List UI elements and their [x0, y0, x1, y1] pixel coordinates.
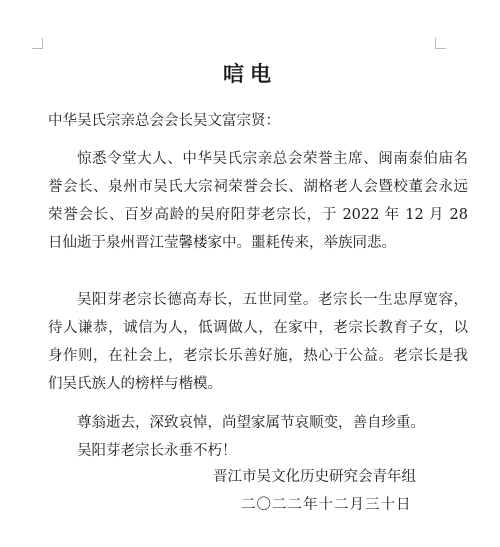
page-corner-mark-top-left — [32, 38, 43, 49]
page-corner-mark-top-right — [435, 38, 446, 49]
condolence-line: 尊翁逝去，深致哀悼，尚望家属节哀顺变，善自珍重。 — [77, 415, 425, 431]
tribute-line: 吴阳芽老宗长永垂不朽！ — [77, 443, 237, 459]
body-paragraph-1: 惊悉令堂大人、中华吴氏宗亲总会荣誉主席、闽南泰伯庙名誉会长、泉州市吴氏大宗祠荣誉会长、湖格老人会暨校董会永远荣誉会长、百岁高龄的吴府阳芽老宗长，于 2022 年 12 月 28 日仙逝于泉州晋江莹馨楼家中。噩耗传来，举族同悲。 — [48, 151, 468, 251]
salutation: 中华吴氏宗亲总会会长吴文富宗贤： — [48, 113, 280, 129]
signature-organization: 晋江市吴文化历史研究会青年组 — [213, 469, 416, 485]
body-paragraph-2: 吴阳芽老宗长德高寿长，五世同堂。老宗长一生忠厚宽容，待人谦恭，诚信为人，低调做人，在家中，老宗长教育子女，以身作则，在社会上，老宗长乐善好施，热心于公益。老宗长是我们吴氏族人的榜样与楷模。 — [48, 292, 468, 392]
signature-date: 二〇二二年十二月三十日 — [241, 497, 412, 513]
document-title: 唁电 — [223, 61, 277, 86]
